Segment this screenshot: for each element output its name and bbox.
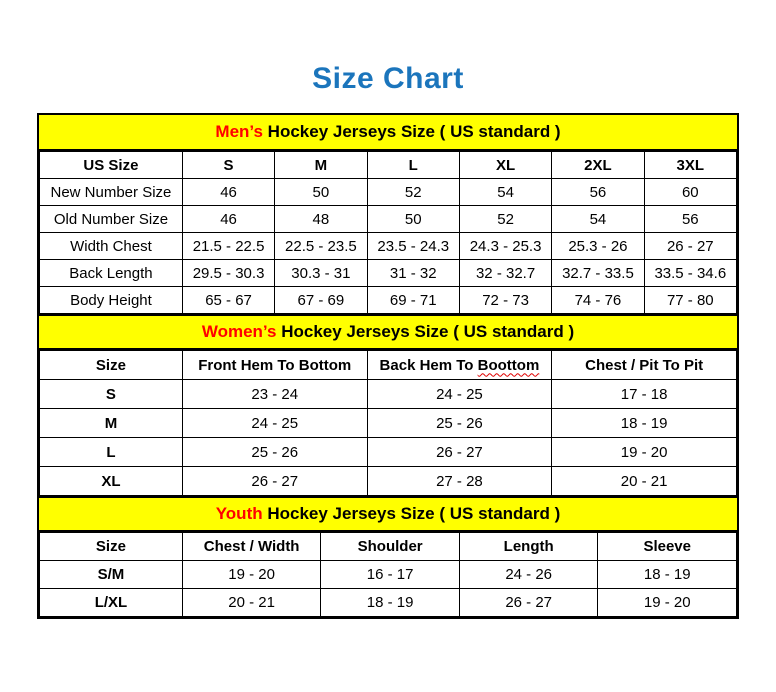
table-row <box>40 561 737 589</box>
table-row <box>40 467 737 496</box>
youth-size-table <box>39 532 737 617</box>
table-cell: 24 - 25 <box>182 409 367 438</box>
youth-section-header <box>39 496 737 532</box>
table-cell: 50 <box>275 179 367 206</box>
row-label: L <box>40 438 183 467</box>
column-header: 3XL <box>644 152 736 179</box>
table-cell: 26 - 27 <box>367 438 552 467</box>
table-cell: 23 - 24 <box>182 380 367 409</box>
womens-section-header <box>39 314 737 350</box>
mens-section-header <box>39 115 737 151</box>
misspelled-word: Boottom <box>477 356 540 374</box>
youth-section-title: Hockey Jerseys Size ( US standard ) <box>262 504 561 523</box>
column-header: Length <box>459 533 598 561</box>
row-label: Back Length <box>40 260 183 287</box>
column-header: L <box>367 152 459 179</box>
mens-table-header-row <box>40 152 737 179</box>
table-cell: 26 - 27 <box>182 467 367 496</box>
column-header: 2XL <box>552 152 644 179</box>
column-header: Size <box>40 533 183 561</box>
table-cell: 69 - 71 <box>367 287 459 314</box>
table-row <box>40 409 737 438</box>
table-cell: 65 - 67 <box>182 287 274 314</box>
table-cell: 72 - 73 <box>459 287 551 314</box>
table-row <box>40 438 737 467</box>
table-cell: 32 - 32.7 <box>459 260 551 287</box>
table-row <box>40 206 737 233</box>
mens-section-highlight: Men’s <box>215 122 263 141</box>
table-row <box>40 380 737 409</box>
table-cell: 29.5 - 30.3 <box>182 260 274 287</box>
youth-section-highlight: Youth <box>215 504 263 523</box>
womens-size-table <box>39 350 737 496</box>
table-cell: 26 - 27 <box>459 589 598 617</box>
table-cell: 27 - 28 <box>367 467 552 496</box>
column-header: S <box>182 152 274 179</box>
table-row <box>40 589 737 617</box>
table-cell: 18 - 19 <box>598 561 737 589</box>
column-header: Front Hem To Bottom <box>182 351 367 380</box>
table-cell: 25 - 26 <box>182 438 367 467</box>
table-cell: 18 - 19 <box>321 589 460 617</box>
table-cell: 46 <box>182 179 274 206</box>
row-label: XL <box>40 467 183 496</box>
row-label: Width Chest <box>40 233 183 260</box>
column-header: Sleeve <box>598 533 737 561</box>
table-row <box>40 179 737 206</box>
table-cell: 25 - 26 <box>367 409 552 438</box>
table-cell: 52 <box>367 179 459 206</box>
row-label: L/XL <box>40 589 183 617</box>
row-label: S/M <box>40 561 183 589</box>
table-cell: 21.5 - 22.5 <box>182 233 274 260</box>
table-cell: 33.5 - 34.6 <box>644 260 736 287</box>
column-header: Size <box>40 351 183 380</box>
table-cell: 60 <box>644 179 736 206</box>
column-header-text: Back Hem To <box>379 356 478 374</box>
table-cell: 24 - 26 <box>459 561 598 589</box>
womens-section-title: Hockey Jerseys Size ( US standard ) <box>276 322 575 341</box>
table-cell: 56 <box>552 179 644 206</box>
table-cell: 48 <box>275 206 367 233</box>
table-cell: 19 - 20 <box>598 589 737 617</box>
table-cell: 56 <box>644 206 736 233</box>
size-chart-box <box>37 113 739 619</box>
table-cell: 19 - 20 <box>182 561 321 589</box>
column-header: Shoulder <box>321 533 460 561</box>
table-cell: 24.3 - 25.3 <box>459 233 551 260</box>
page-title: Size Chart <box>312 62 464 95</box>
table-cell: 22.5 - 23.5 <box>275 233 367 260</box>
table-cell: 54 <box>552 206 644 233</box>
row-label: M <box>40 409 183 438</box>
table-cell: 31 - 32 <box>367 260 459 287</box>
table-cell: 23.5 - 24.3 <box>367 233 459 260</box>
table-cell: 18 - 19 <box>552 409 737 438</box>
mens-section-title: Hockey Jerseys Size ( US standard ) <box>262 122 561 141</box>
table-cell: 32.7 - 33.5 <box>552 260 644 287</box>
table-cell: 19 - 20 <box>552 438 737 467</box>
table-row <box>40 233 737 260</box>
table-cell: 20 - 21 <box>182 589 321 617</box>
column-header: XL <box>459 152 551 179</box>
table-cell: 46 <box>182 206 274 233</box>
row-label: S <box>40 380 183 409</box>
column-header: Chest / Width <box>182 533 321 561</box>
row-label: New Number Size <box>40 179 183 206</box>
column-header: M <box>275 152 367 179</box>
table-row <box>40 287 737 314</box>
row-label: Old Number Size <box>40 206 183 233</box>
table-cell: 52 <box>459 206 551 233</box>
table-cell: 67 - 69 <box>275 287 367 314</box>
column-header: Chest / Pit To Pit <box>552 351 737 380</box>
table-cell: 25.3 - 26 <box>552 233 644 260</box>
table-cell: 54 <box>459 179 551 206</box>
table-cell: 77 - 80 <box>644 287 736 314</box>
table-cell: 30.3 - 31 <box>275 260 367 287</box>
column-header: US Size <box>40 152 183 179</box>
table-cell: 20 - 21 <box>552 467 737 496</box>
table-cell: 17 - 18 <box>552 380 737 409</box>
table-cell: 50 <box>367 206 459 233</box>
table-cell: 26 - 27 <box>644 233 736 260</box>
mens-size-table <box>39 151 737 314</box>
table-cell: 16 - 17 <box>321 561 460 589</box>
womens-table-header-row <box>40 351 737 380</box>
column-header <box>367 351 552 380</box>
table-cell: 24 - 25 <box>367 380 552 409</box>
table-cell: 74 - 76 <box>552 287 644 314</box>
womens-section-highlight: Women’s <box>201 322 277 341</box>
youth-table-header-row <box>40 533 737 561</box>
table-row <box>40 260 737 287</box>
row-label: Body Height <box>40 287 183 314</box>
